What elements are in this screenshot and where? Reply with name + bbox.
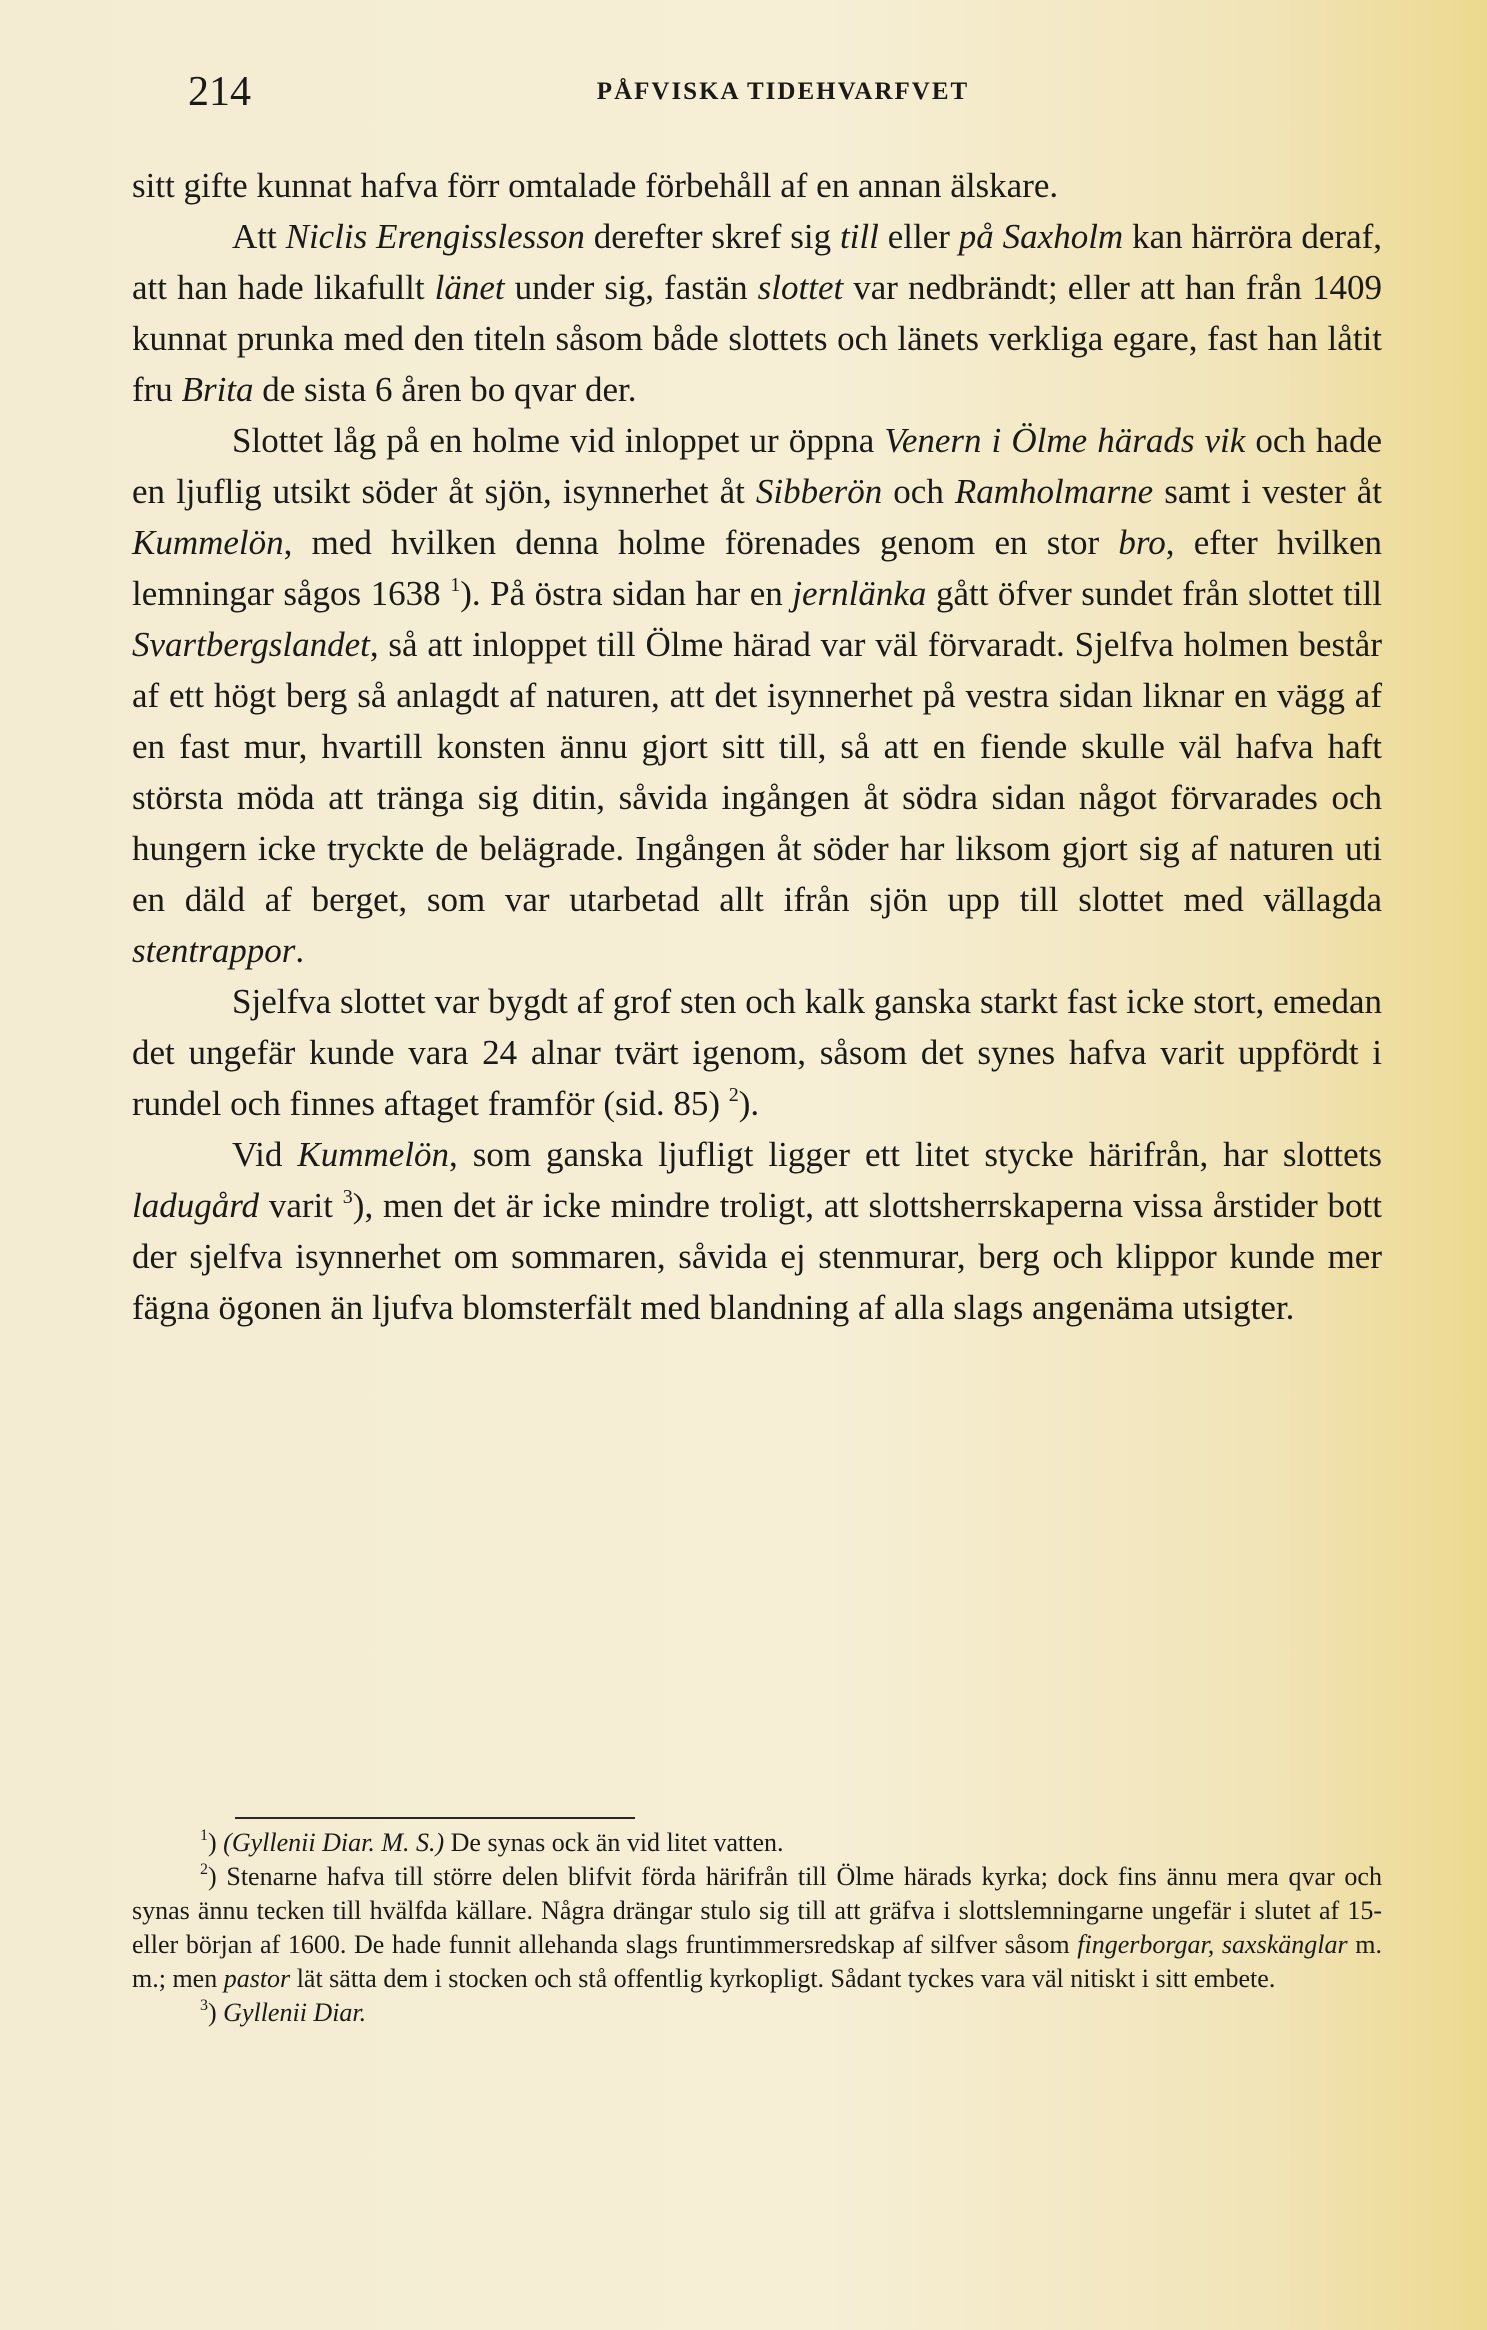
emphasis: ladugård xyxy=(132,1186,260,1225)
footnote-mark: 3 xyxy=(200,1997,208,2014)
text-run: ), men det är icke mindre troligt, att slottsherrskaperna vissa årstider bott der sjelfva isynnerhet om sommaren, såvida ej stenmurar, berg och klippor kunde mer fägna ögonen än ljufva blomsterfält med blandning af alla slags angenäma utsigter. xyxy=(132,1186,1382,1327)
paragraph-2 xyxy=(132,211,1382,415)
place-name: Ramholmarne xyxy=(954,472,1154,511)
footnote-mark: 2 xyxy=(200,1861,208,1878)
emphasis: stentrappor xyxy=(132,931,296,970)
text-run: ). På östra sidan har en xyxy=(460,574,793,613)
text-run: sitt gifte kunnat hafva förr omtalade förbehåll af en annan älskare. xyxy=(132,166,1059,205)
footnote-text: De synas ock än vid litet vatten. xyxy=(444,1828,784,1857)
footnote-1: $^1$) (Gyllenii Diar. M. S.) De synas ock än vid litet vatten. xyxy=(200,1827,784,1857)
text-run: , som ganska ljufligt ligger ett litet stycke härifrån, har slottets xyxy=(449,1135,1382,1174)
emphasis: jernlänka xyxy=(792,574,927,613)
emphasis: på xyxy=(958,217,994,256)
place-name: Saxholm xyxy=(1002,217,1124,256)
place-name: Kummelön xyxy=(297,1135,450,1174)
footnote-text: m. m.; men xyxy=(132,1930,1382,1993)
text-run: Att xyxy=(232,217,286,256)
place-name: Venern i Ölme härads vik xyxy=(884,421,1246,460)
text-run: samt i vester åt xyxy=(1153,472,1382,511)
text-run: , med hvilken denna holme förenades genom en stor xyxy=(283,523,1119,562)
text-run: under sig, fastän xyxy=(504,268,758,307)
footnotes xyxy=(132,1826,1382,2030)
footnote-2: $^2$) Stenarne hafva till större delen blifvit förda härifrån till Ölme härads kyrka; dock fins ännu mera qvar och synas ännu tecken till hvälfda källare. Några drängar stulo sig till att gräfva i slottslemningarne ungefär i slutet af 15- eller början af 1600. De hade funnit allehanda slags fruntimmersredskap af silfver såsom fingerborgar, saxskänglar m. m.; men pastor lät sätta dem i stocken och stå offentlig kyrkopligt. Sådant tyckes vara väl nitiskt i sitt embete. xyxy=(132,1861,1382,1993)
emphasis: bro xyxy=(1118,523,1166,562)
page-number: 214 xyxy=(188,69,251,115)
text-run: gått öfver sundet från slottet till xyxy=(926,574,1382,613)
body-text xyxy=(132,160,1382,1333)
text-run: derefter skref sig xyxy=(584,217,840,256)
footnote-text: Stenarne hafva till större delen blifvit förda härifrån till Ölme härads kyrka; dock fins ännu mera qvar och synas ännu tecken till hvälfda källare. Några drängar stulo sig till att gräfva i slottslemningarne ungefär i slutet af 15- eller början af 1600. De hade funnit allehanda slags fruntimmersredskap af silfver såsom xyxy=(132,1862,1382,1959)
text-run: Slottet låg på en holme vid inloppet ur öppna xyxy=(232,421,885,460)
footnote-ref: 3 xyxy=(342,1186,353,1208)
emphasis: länet xyxy=(434,268,505,307)
text-run: varit xyxy=(259,1186,343,1225)
text-run: , efter hvilken lemningar sågos 1638 xyxy=(132,523,1383,613)
footnote-divider xyxy=(235,1817,635,1819)
text-run: ). xyxy=(738,1084,760,1123)
paragraph-5 xyxy=(132,1129,1382,1333)
footnote-3: $^3$) Gyllenii Diar. xyxy=(200,1997,367,2027)
footnote-mark: 1 xyxy=(200,1827,208,1844)
emphasis: slottet xyxy=(757,268,844,307)
text-run: Sjelfva slottet var bygdt af grof sten och kalk ganska starkt fast icke stort, emedan det ungefär kunde vara 24 alnar tvärt igenom, såsom det synes hafva varit uppfördt i rundel och finnes aftaget framför (sid. 85) xyxy=(132,982,1382,1123)
footnote-ref: 2 xyxy=(728,1084,739,1106)
person-name: Brita xyxy=(181,370,254,409)
paragraph-4 xyxy=(132,976,1382,1129)
paragraph-3 xyxy=(132,415,1382,976)
footnote-source: (Gyllenii Diar. M. S.) xyxy=(223,1828,445,1857)
place-name: Sibberön xyxy=(755,472,883,511)
footnote-ref: 1 xyxy=(450,574,461,596)
text-run: var nedbrändt; eller att han från 1409 kunnat prunka med den titeln såsom både slottets och länets verkliga egare, fast han låtit fru xyxy=(132,268,1382,409)
page-header xyxy=(188,62,1378,122)
text-run: . xyxy=(295,931,305,970)
text-run: , så att inloppet till Ölme härad var väl förvaradt. Sjelfva holmen består af ett högt berg så anlagdt af naturen, att det isynnerhet på vestra sidan liknar en vägg af en fast mur, hvartill konsten ännu gjort sitt till, så att en fiende skulle väl hafva haft största möda att tränga sig ditin, såvida ingången åt södra sidan något förvarades och hungern icke tryckte de belägrade. Ingången åt söder har liksom gjort sig af naturen uti en däld af berget, som var utarbetad allt ifrån sjön upp till slottet med vällagda xyxy=(132,625,1382,919)
text-run: och xyxy=(882,472,955,511)
text-run: kan härröra deraf, att han hade likafullt xyxy=(132,217,1383,307)
person-name: Niclis Erengisslesson xyxy=(285,217,585,256)
text-run: och hade en ljuflig utsikt söder åt sjön, isynnerhet åt xyxy=(132,421,1382,511)
paragraph-1 xyxy=(132,160,1382,211)
emphasis: pastor xyxy=(223,1964,291,1993)
text-run xyxy=(994,217,1003,256)
footnote-source: Gyllenii Diar. xyxy=(223,1998,367,2027)
place-name: Svartbergslandet xyxy=(132,625,370,664)
place-name: Kummelön xyxy=(132,523,284,562)
text-run: eller xyxy=(878,217,959,256)
text-run: de sista 6 åren bo qvar der. xyxy=(253,370,637,409)
emphasis: till xyxy=(839,217,879,256)
footnote-text: lät sätta dem i stocken och stå offentlig kyrkopligt. Sådant tyckes vara väl nitiskt i sitt embete. xyxy=(290,1964,1276,1993)
running-title: PÅFVISKA TIDEHVARFVET xyxy=(596,78,970,105)
text-run: Vid xyxy=(232,1135,298,1174)
emphasis: fingerborgar, saxskänglar xyxy=(1077,1930,1348,1959)
